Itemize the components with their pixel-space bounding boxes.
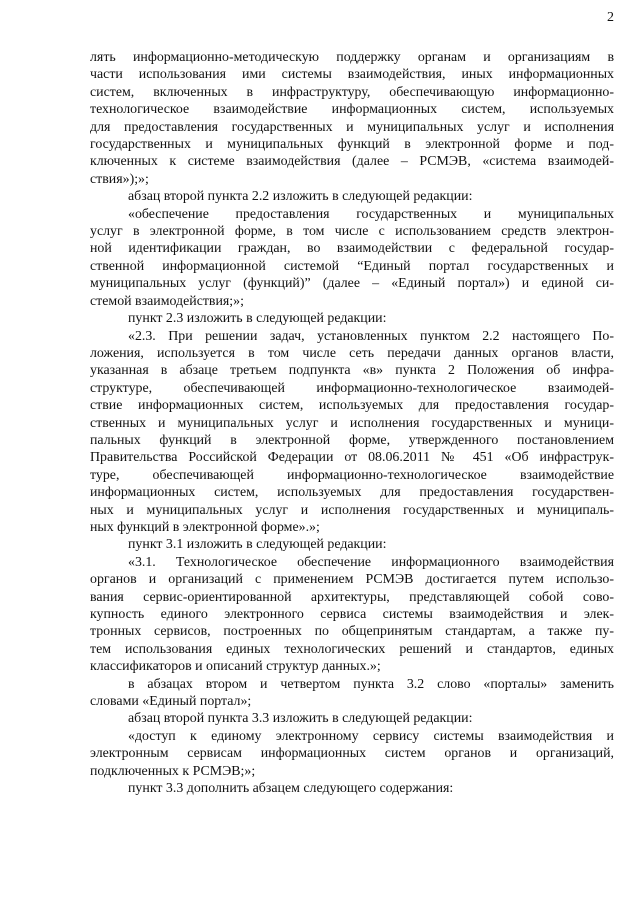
text-line: услуг в электронной форме, в том числе с использованием средств электрон- (90, 224, 614, 240)
text-line: электронным сервисам информационных систем органов и организаций, (90, 746, 614, 762)
text-line: Правительства Российской Федерации от 08.06.2011 № 451 «Об инфраструк- (90, 450, 614, 466)
text-line: в абзацах втором и четвертом пункта 3.2 слово «порталы» заменить (128, 676, 614, 692)
text-line: подключенных к РСМЭВ;»; (90, 763, 256, 779)
text-line: указанная в абзаце третьем подпункта «в» пункта 2 Положения об инфра- (90, 363, 614, 379)
text-line: тем использования единых технологических решений и стандартов, единых (90, 641, 614, 657)
text-line: стемой взаимодействия;»; (90, 293, 244, 309)
text-line: словами «Единый портал»; (90, 694, 252, 710)
text-line: пальных функций в электронной форме, утвержденного постановлением (90, 432, 614, 448)
text-line: технологическое взаимодействие информационных систем, используемых (90, 102, 614, 118)
text-line: ложения, используется в том числе сеть передачи данных органов власти, (90, 345, 614, 361)
text-line: части использования ими системы взаимодействия, иных информационных (90, 67, 614, 83)
paragraph (90, 49, 614, 188)
text-line: ных и муниципальных услуг и исполнения государственных и муниципаль- (90, 502, 614, 518)
text-line: абзац второй пункта 3.3 изложить в следующей редакции: (128, 711, 473, 727)
text-line: лять информационно-методическую поддержку органам и организациям в (90, 50, 614, 65)
paragraph (90, 710, 614, 727)
text-line: пункт 3.3 дополнить абзацем следующего содержания: (128, 781, 454, 797)
paragraph (90, 780, 614, 797)
page-number: 2 (607, 10, 614, 25)
paragraph (90, 536, 614, 553)
paragraph (90, 728, 614, 780)
paragraph (90, 554, 614, 676)
text-line: пункт 3.1 изложить в следующей редакции: (128, 537, 387, 553)
text-line: классификаторов и описаний структур данных.»; (90, 659, 381, 675)
text-line: ключенных к системе взаимодействия (далее – РСМЭВ, «система взаимодей- (90, 154, 614, 170)
text-line: абзац второй пункта 2.2 изложить в следующей редакции: (128, 189, 473, 205)
text-line: «3.1. Технологическое обеспечение информационного взаимодействия (128, 554, 614, 570)
text-line: ных функций в электронной форме».»; (90, 519, 320, 535)
text-line: систем, включенных в инфраструктуру, обеспечивающую информационно- (90, 84, 614, 100)
text-line: «2.3. При решении задач, установленных пунктом 2.2 настоящего По- (128, 328, 614, 344)
text-line: купность единого электронного сервиса системы взаимодействия и элек- (90, 607, 614, 622)
text-line: ствие информационных систем, используемых для предоставления государ- (90, 398, 614, 414)
text-line: ственных и муниципальных услуг и исполнения государственных и муници- (90, 415, 614, 431)
paragraph (90, 328, 614, 537)
text-line: пункт 2.3 изложить в следующей редакции: (128, 311, 387, 327)
text-line: муниципальных услуг (функций)” (далее – «Единый портал») и единой си- (90, 276, 614, 292)
text-line: «доступ к единому электронному сервису системы взаимодействия и (128, 728, 614, 744)
text-line: информационных систем, используемых для предоставления государствен- (90, 485, 614, 501)
paragraph (90, 310, 614, 327)
text-line: органов и организаций с применением РСМЭВ достигается путем использо- (90, 572, 614, 588)
text-line: структуре, обеспечивающей информационно-технологическое взаимодей- (90, 380, 614, 396)
text-line: ной идентификации граждан, во взаимодействии с федеральной государ- (90, 241, 614, 257)
document-body (90, 49, 614, 797)
text-line: «обеспечение предоставления государственных и муниципальных (128, 206, 614, 222)
paragraph (90, 676, 614, 711)
text-line: тронных сервисов, построенных по общепринятым стандартам, а также пу- (90, 624, 614, 640)
paragraph (90, 206, 614, 310)
paragraph (90, 188, 614, 205)
text-line: ствия»);»; (90, 171, 149, 187)
text-line: для предоставления государственных и муниципальных услуг и исполнения (90, 119, 614, 135)
text-line: ственной информационной системой “Единый портал государственных и (90, 258, 614, 274)
text-line: вания сервис-ориентированной архитектуры, представляющей собой сово- (90, 589, 614, 605)
text-line: туре, обеспечивающей информационно-технологическое взаимодействие (90, 467, 614, 483)
text-line: государственных и муниципальных функций в электронной форме и под- (90, 137, 614, 153)
